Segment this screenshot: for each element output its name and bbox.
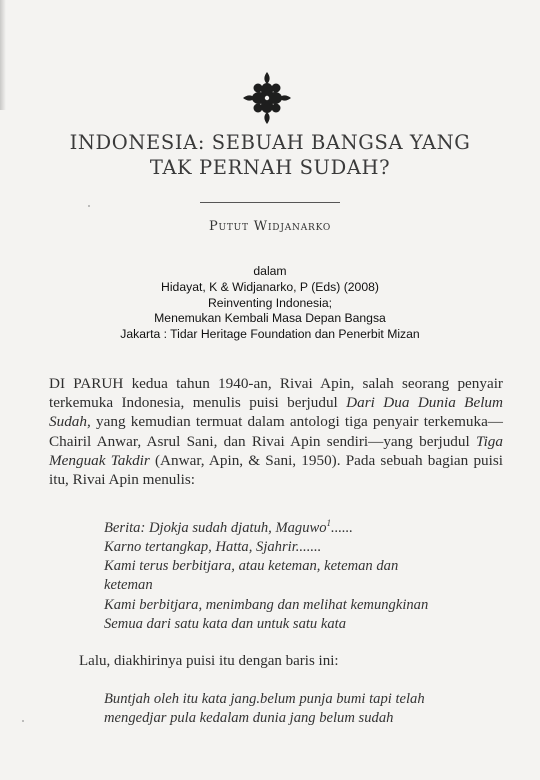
citation-line: dalam (253, 264, 287, 278)
body-paragraph-2: Lalu, diakhirinya puisi itu dengan baris ini: (79, 653, 339, 669)
quote-line: mengedjar pula kedalam dunia jang belum sudah (104, 710, 394, 727)
scan-speck (88, 205, 90, 207)
citation-line: Menemukan Kembali Masa Depan Bangsa (154, 311, 386, 326)
poem-line: Semua dari satu kata dan untuk satu kata (104, 615, 346, 632)
poem-line: keteman (104, 577, 153, 594)
quote-line: Buntjah oleh itu kata jang.belum punja bumi tapi telah (104, 691, 425, 707)
poem-line: Berita: Djokja sudah djatuh, Maguwo$^1$...... (104, 518, 353, 536)
scan-speck (22, 720, 24, 722)
poem-excerpt (104, 514, 504, 634)
poem-line: Kami berbitjara, menimbang dan melihat kemungkinan (104, 596, 429, 613)
citation-line: Jakarta : Tidar Heritage Foundation dan Penerbit Mizan (120, 327, 420, 342)
citation-line: Hidayat, K & Widjanarko, P (Eds) (2008) (161, 279, 379, 294)
title-divider (200, 202, 340, 203)
citation-line: Reinventing Indonesia; (208, 295, 332, 310)
ornament-icon (241, 70, 293, 126)
citation-block (20, 264, 520, 343)
chapter-title (20, 130, 520, 180)
poem-line: Kami terus berbitjara, atau keteman, keteman dan (104, 558, 399, 575)
author-name: Putut Widjanarko (208, 219, 332, 234)
closing-quote (104, 690, 504, 728)
scan-edge-shadow (0, 0, 6, 110)
footnote-marker: 1 (326, 518, 332, 528)
body-paragraph-1: DI PARUH kedua tahun 1940-an, Rivai Apin, salah seorang penyair terkemuka Indonesia, menulis puisi berjudul Dari Dua Dunia Belum Sudah, yang kemudian termuat dalam antologi tiga penyair terkemuka—Chairil Anwar, Asrul Sani, dan Rivai Apin sendiri—yang berjudul Tiga Menguak Takdir (Anwar, Apin, & Sani, 1950). Pada sebuah bagian puisi itu, Rivai Apin menulis: (49, 375, 503, 489)
poem-line: Karno tertangkap, Hatta, Sjahrir....... (104, 539, 322, 556)
anthology-title: Tiga Menguak Takdir (49, 432, 503, 469)
chapter-title-line-1: INDONESIA: SEBUAH BANGSA YANG (69, 131, 471, 154)
chapter-title-line-2: TAK PERNAH SUDAH? (149, 156, 391, 179)
poem-title: Dari Dua Dunia Belum Sudah (49, 394, 503, 431)
